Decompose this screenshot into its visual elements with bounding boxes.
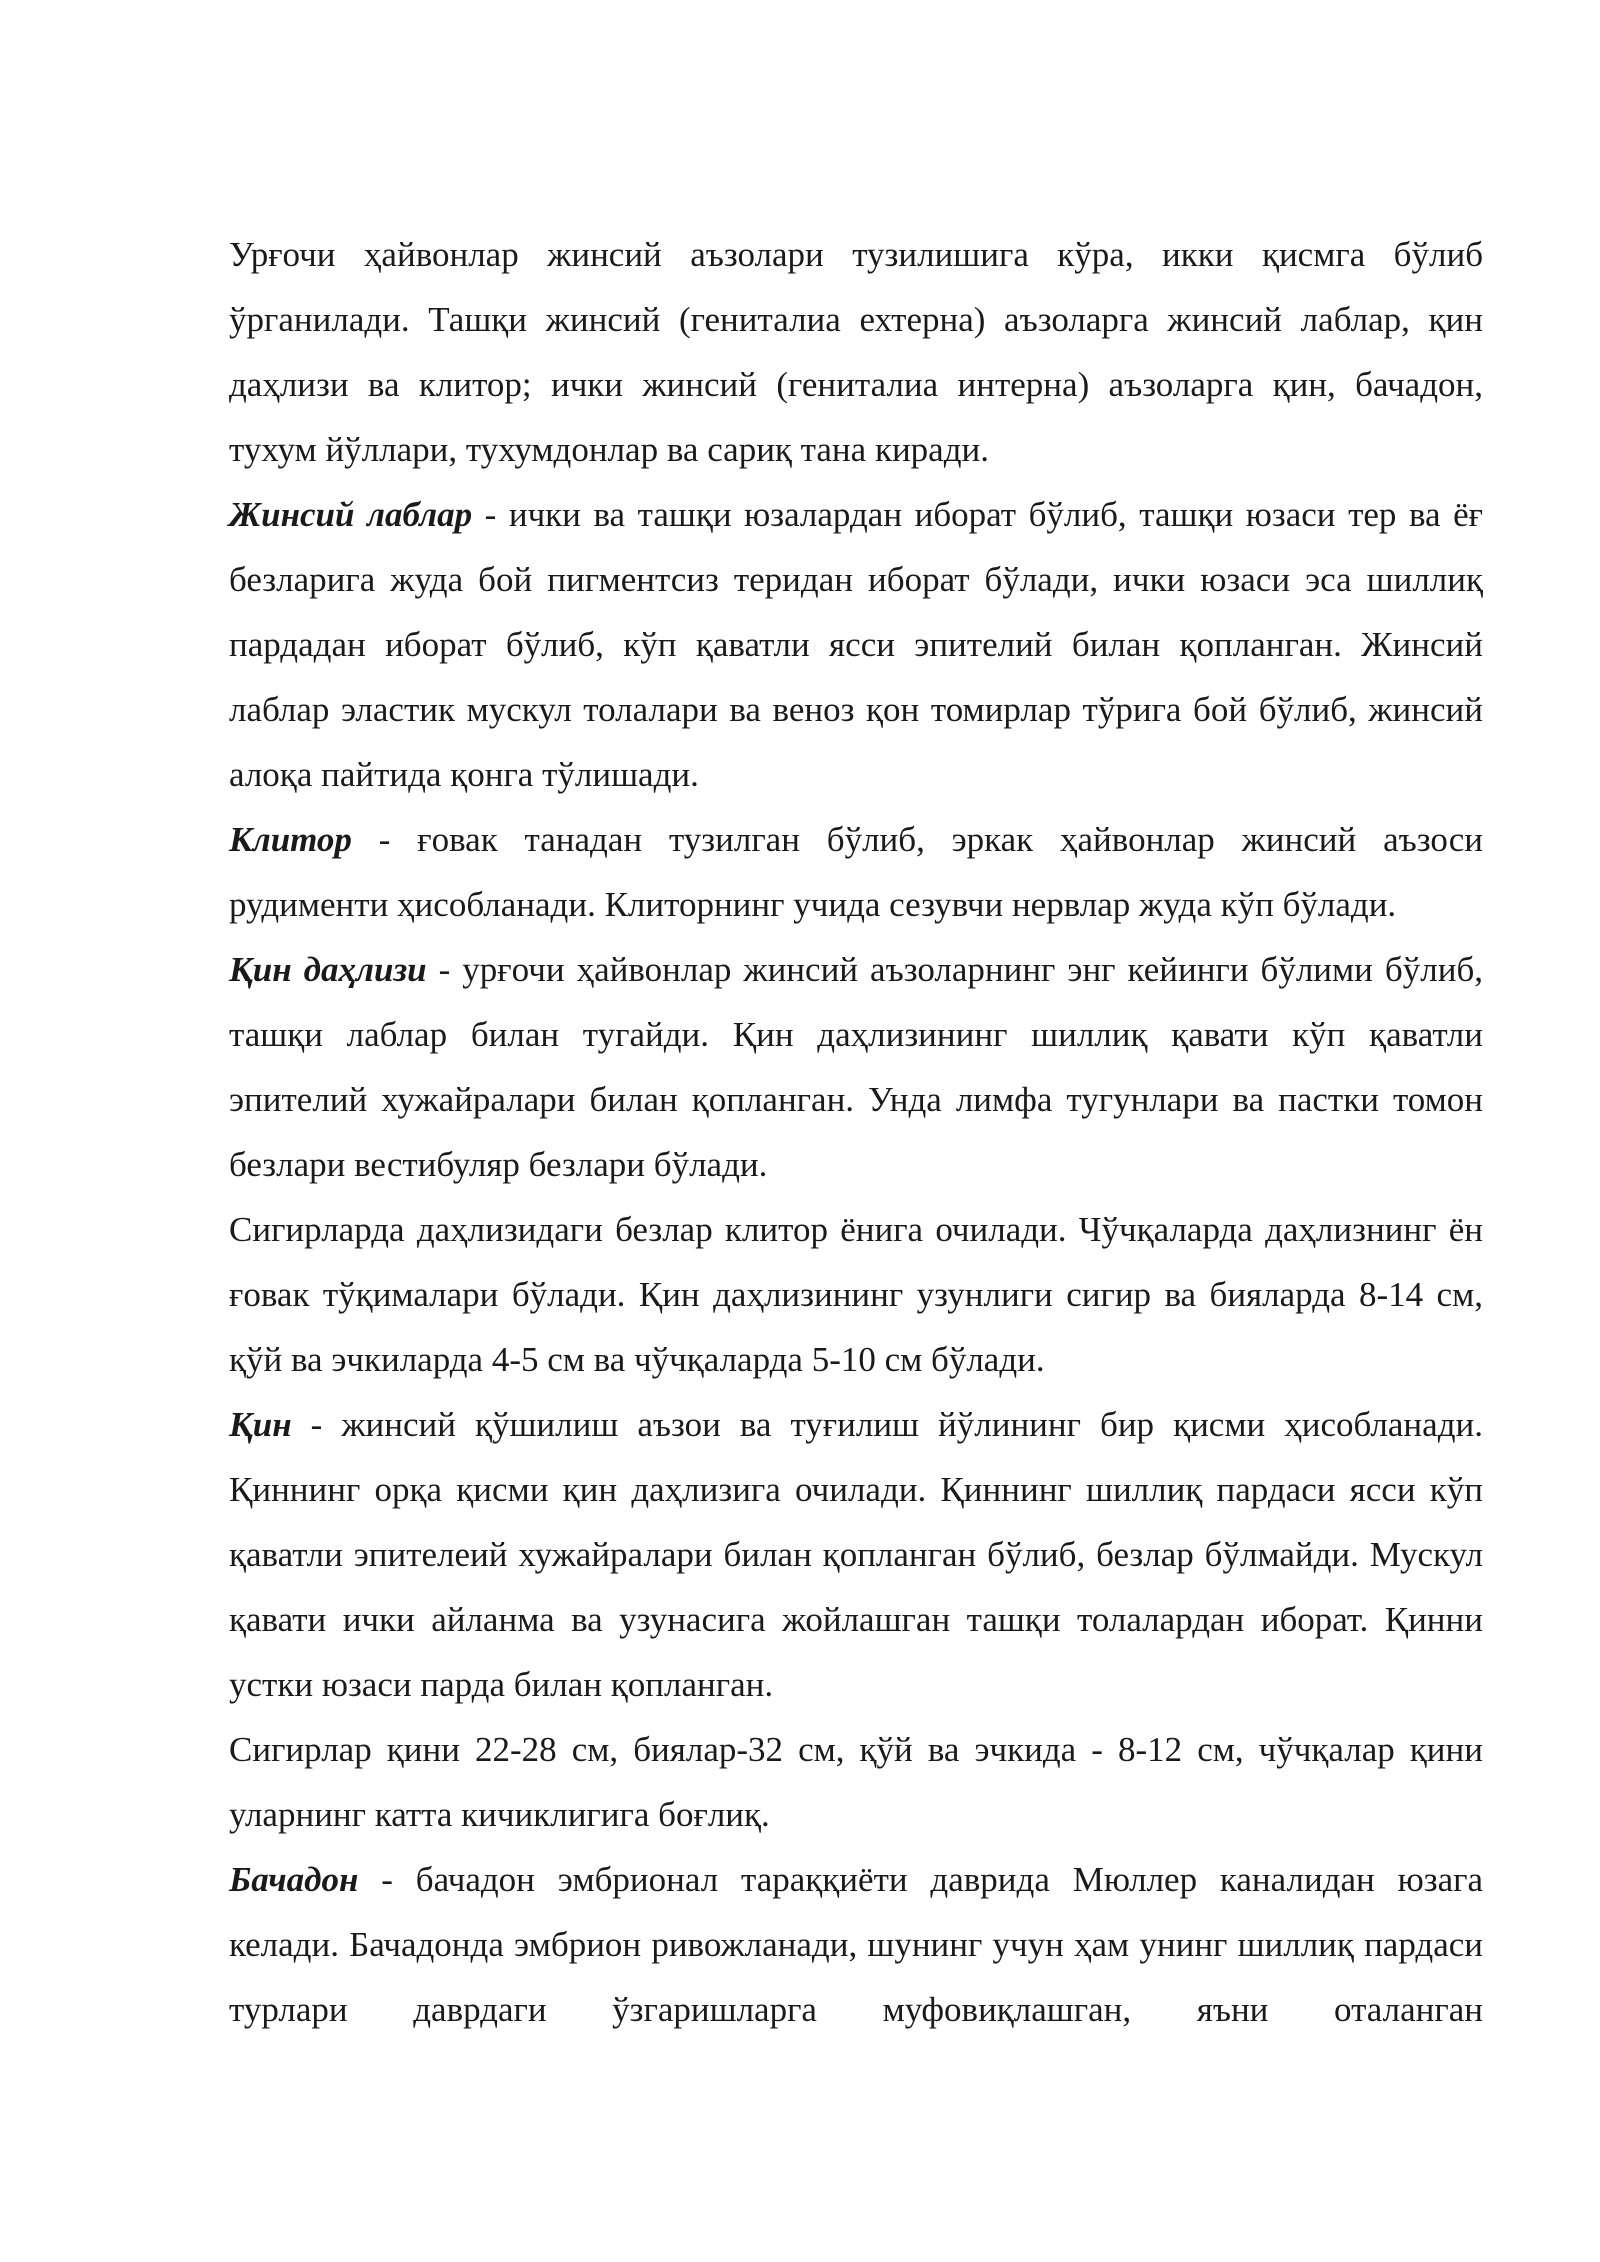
- paragraph-uterus: [229, 1847, 1483, 2042]
- paragraph-vestibule-details: [229, 1197, 1483, 1392]
- paragraph-text: Сигирлар қини 22-28 см, биялар-32 см, қўй ва эчкида - 8-12 см, чўчқалар қини уларнинг катта кичиклигига боғлиқ.: [229, 1730, 1483, 1834]
- paragraph-clitoris: [229, 807, 1483, 937]
- paragraph-text: - ғовак танадан тузилган бўлиб, эркак ҳайвонлар жинсий аъзоси рудименти ҳисобланади. Клиторнинг учида сезувчи нервлар жуда кўп бўлади.: [229, 820, 1483, 924]
- paragraph-text: - ички ва ташқи юзалардан иборат бўлиб, ташқи юзаси тер ва ёғ безларига жуда бой пигментсиз теридан иборат бўлади, ички юзаси эса шиллиқ пардадан иборат бўлиб, кўп қаватли ясси эпителий билан қопланган. Жинсий лаблар эластик мускул толалари ва веноз қон томирлар тўрига бой бўлиб, жинсий алоқа пайтида қонга тўлишади.: [229, 495, 1483, 794]
- term-heading: Қин: [229, 1405, 292, 1444]
- term-heading: Клитор: [229, 820, 352, 859]
- paragraph-intro: [229, 222, 1483, 482]
- term-heading: Қин даҳлизи: [229, 950, 427, 989]
- paragraph-text: Урғочи ҳайвонлар жинсий аъзолари тузилишига кўра, икки қисмга бўлиб ўрганилади. Ташқи жинсий (гениталиа ехтерна) аъзоларга жинсий лаблар, қин даҳлизи ва клитор; ички жинсий (гениталиа интерна) аъзоларга қин, бачадон, тухум йўллари, тухумдонлар ва сариқ тана киради.: [229, 235, 1483, 469]
- document-page: [229, 222, 1483, 2042]
- paragraph-vagina: [229, 1392, 1483, 1717]
- paragraph-labia: [229, 482, 1483, 807]
- paragraph-vagina-lengths: [229, 1717, 1483, 1847]
- paragraph-text: - урғочи ҳайвонлар жинсий аъзоларнинг энг кейинги бўлими бўлиб, ташқи лаблар билан тугайди. Қин даҳлизининг шиллиқ қавати кўп қаватли эпителий хужайралари билан қопланган. Унда лимфа тугунлари ва пастки томон безлари вестибуляр безлари бўлади.: [229, 950, 1483, 1184]
- paragraph-text: - жинсий қўшилиш аъзои ва туғилиш йўлининг бир қисми ҳисобланади. Қиннинг орқа қисми қин даҳлизига очилади. Қиннинг шиллиқ пардаси ясси кўп қаватли эпителеий хужайралари билан қопланган бўлиб, безлар бўлмайди. Мускул қавати ички айланма ва узунасига жойлашган ташқи толалардан иборат. Қинни устки юзаси парда билан қопланган.: [229, 1405, 1483, 1704]
- paragraph-text: - бачадон эмбрионал тараққиёти даврида Мюллер каналидан юзага келади. Бачадонда эмбрион ривожланади, шунинг учун ҳам унинг шиллиқ пардаси турлари даврдаги ўзгаришларга муфовиқлашган, яъни оталанган: [229, 1860, 1483, 2029]
- term-heading: Жинсий лаблар: [229, 495, 473, 534]
- paragraph-vestibule: [229, 937, 1483, 1197]
- paragraph-text: Сигирларда даҳлизидаги безлар клитор ёнига очилади. Чўчқаларда даҳлизнинг ён ғовак тўқималари бўлади. Қин даҳлизининг узунлиги сигир ва бияларда 8-14 см, қўй ва эчкиларда 4-5 см ва чўчқаларда 5-10 см бўлади.: [229, 1210, 1483, 1379]
- term-heading: Бачадон: [229, 1860, 359, 1899]
